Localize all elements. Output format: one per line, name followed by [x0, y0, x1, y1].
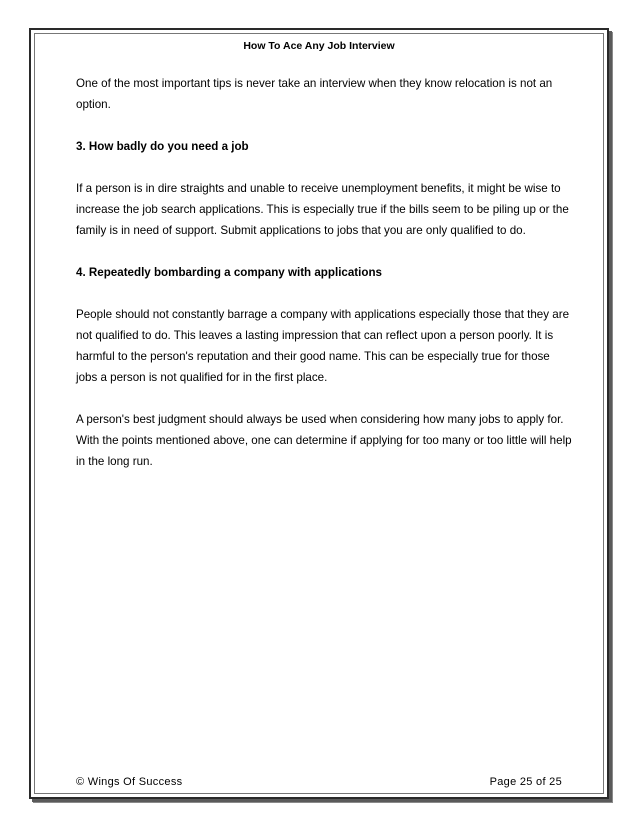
paragraph-judgment: A person's best judgment should always be used when considering how many jobs to apply for. With the points mentioned above, one can determine if applying for too many or too little will help in the long run. [76, 413, 572, 468]
footer-page-number: Page 25 of 25 [489, 776, 562, 788]
footer-copyright: © Wings Of Success [76, 776, 183, 788]
paragraph-relocation-tip: One of the most important tips is never take an interview when they know relocation is not an option. [76, 77, 553, 111]
paragraph-need-job: If a person is in dire straights and unable to receive unemployment benefits, it might be wise to increase the job search applications. This is especially true if the bills seem to be piling up or the family is in need of support. Submit applications to jobs that you are only qualified to do. [76, 182, 569, 237]
section-heading-4: 4. Repeatedly bombarding a company with applications [76, 266, 383, 279]
section-heading-3: 3. How badly do you need a job [76, 140, 249, 153]
document-body [76, 73, 572, 493]
paragraph-bombarding: People should not constantly barrage a company with applications especially those that they are not qualified to do. This leaves a lasting impression that can reflect upon a person poorly. It is harmful to the person's reputation and their good name. This can be especially true for those jobs a person is not qualified for in the first place. [76, 308, 570, 384]
header-title: How To Ace Any Job Interview [243, 40, 395, 52]
